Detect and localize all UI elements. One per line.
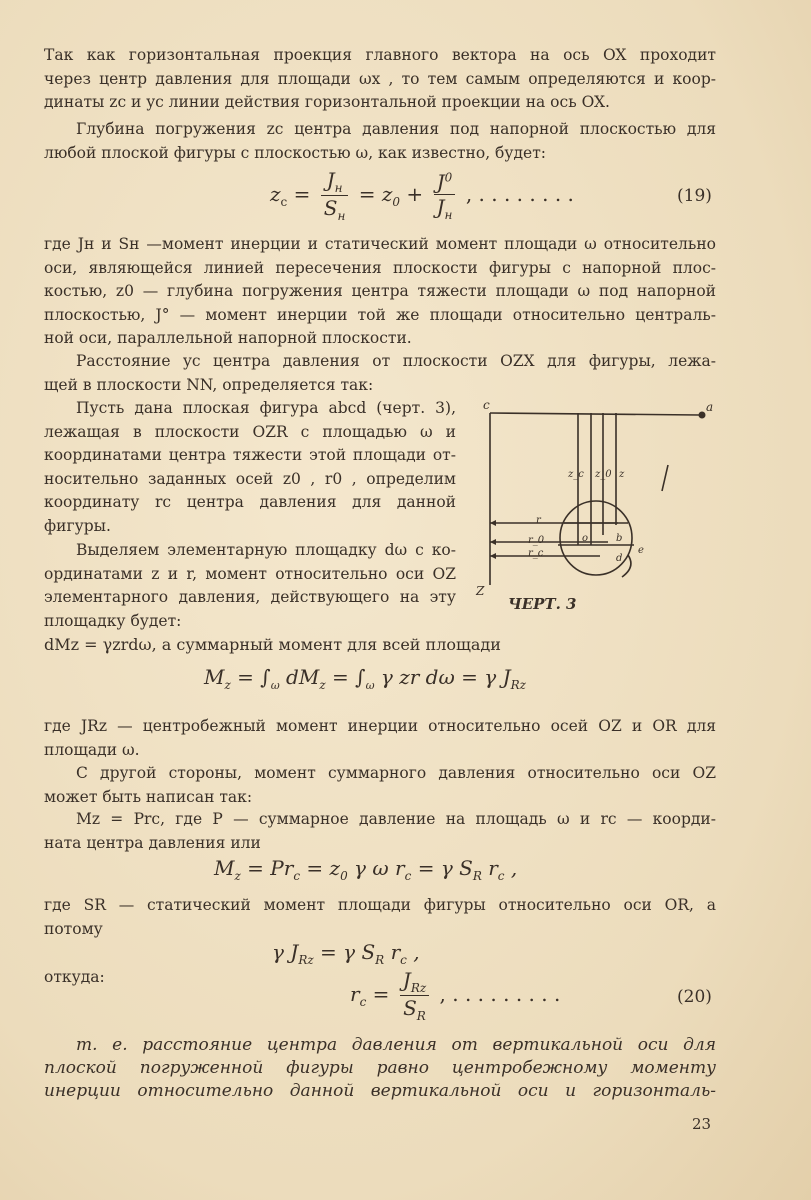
line: фигуры.: [44, 516, 111, 535]
line: Mz = Prc, где P — суммарное давление на площадь ω и rc — коорди-: [76, 810, 716, 828]
line: С другой стороны, момент суммарного давления относительно оси OZ: [76, 764, 716, 782]
line: площадку будет:: [44, 611, 182, 630]
line: щей в плоскости NN, определяется так:: [44, 375, 374, 394]
line: ной оси, параллельной напорной плоскости.: [44, 329, 412, 348]
paragraph-5: [44, 397, 456, 539]
figure-label: z_c: [568, 469, 584, 480]
line: Расстояние yc центра давления от плоскости OZX для фигуры, лежа-: [76, 352, 716, 370]
line: Выделяем элементарную площадку dω с ко-: [76, 541, 456, 559]
figure-label: r: [536, 515, 541, 526]
line: носительно заданных осей z0 , r0 , определим: [44, 469, 456, 488]
line: любой плоской фигуры с плоскостью ω, как известно, будет:: [44, 143, 547, 162]
figure-label: Z: [476, 584, 485, 598]
line: элементарного давления, действующего на эту: [44, 588, 456, 607]
line: где SR — статический момент площади фигуры относительно оси OR, а: [44, 896, 716, 914]
figure-label: c: [483, 398, 490, 412]
paragraph-8: [44, 762, 716, 809]
line: динаты zc и yc линии действия горизонтальной проекции на ось OX.: [44, 93, 610, 112]
equation-Mz: $M_z = \int_\omega$ $dM_z = \int_\omega$ γ zr dω = γ $J_{Rz}$: [204, 665, 526, 692]
equation-19: $z_c$ = $\frac{J_н}{S_н}$ = $z_0$ + $\frac{J^0}{J_н}$ , . . . . . . . .: [270, 168, 574, 223]
line: оси, являющейся линией пересечения плоскости фигуры с напорной плос-: [44, 258, 716, 277]
paragraph-4: [44, 350, 716, 397]
line: инерции относительно данной вертикальной оси и горизонталь-: [44, 1081, 716, 1101]
figure-label: d: [616, 553, 623, 564]
paragraph-11: [44, 1034, 716, 1103]
line: Глубина погружения zc центра давления под напорной плоскостью для: [76, 120, 716, 138]
figure-label: o: [582, 533, 589, 544]
line: плоскостью, J° — момент инерции той же площади относительно централь-: [44, 305, 716, 324]
paragraph-9: [44, 808, 716, 855]
line: dMz = γzrdω, а суммарный момент для всей площади: [44, 635, 501, 654]
line: через центр давления для площади ωx , то тем самым определяются и коор-: [44, 69, 716, 88]
line: где JRz — центробежный момент инерции относительно осей OZ и OR для: [44, 717, 716, 735]
equation-20: $r_c$ = $\frac{J_{Rz}}{S_R}$ , . . . . . . . . .: [350, 968, 561, 1023]
line: потому: [44, 919, 103, 938]
equation-20-number: (20): [677, 987, 712, 1007]
equation-Mz-2: $M_z = Pr_c = z_0$ γ ω $r_c = \gamma$ $S_R$ $r_c$ ,: [214, 856, 518, 883]
figure-label: b: [616, 533, 623, 544]
line: площади ω.: [44, 740, 140, 759]
line: откуда:: [44, 968, 105, 986]
line: Так как горизонтальная проекция главного вектора на ось OX проходит: [44, 46, 716, 64]
line: Пусть дана плоская фигура abcd (черт. 3),: [76, 399, 456, 417]
line: ординатами z и r, момент относительно оси OZ: [44, 564, 456, 583]
line: плоской погруженной фигуры равно центробежному моменту: [44, 1058, 716, 1078]
paragraph-1: [44, 44, 716, 115]
figure-3-diagram: [478, 395, 716, 625]
axis-r-line: [490, 413, 700, 415]
paragraph-2: [44, 118, 716, 165]
paragraph-3: [44, 233, 716, 351]
figure-label: r_c: [528, 548, 544, 559]
line: т. е. расстояние центра давления от вертикальной оси для: [76, 1035, 716, 1055]
paragraph-10: [44, 894, 716, 941]
figure-label: z_0: [595, 469, 612, 480]
line: может быть написан так:: [44, 787, 253, 806]
line: лежащая в плоскости OZR с площадью ω и: [44, 422, 456, 441]
paragraph-6: [44, 539, 456, 633]
line: где Jн и Sн —момент инерции и статический момент площади ω относительно: [44, 235, 716, 253]
equation-19-number: (19): [677, 186, 712, 206]
line-dMz: [44, 633, 716, 657]
page-number: 23: [692, 1115, 712, 1133]
line: координатами центра тяжести этой площади от-: [44, 446, 456, 465]
line: ната центра давления или: [44, 833, 261, 852]
line: костью, z0 — глубина погружения центра тяжести площади ω под напорной: [44, 282, 716, 301]
equation-JRz: γ $J_{Rz} = \gamma$ $S_R$ $r_c$ ,: [272, 940, 420, 967]
figure-label: z: [619, 469, 625, 480]
paragraph-7: [44, 715, 716, 762]
figure-label: a: [706, 400, 714, 414]
figure-label: e: [638, 545, 644, 556]
figure-label: r_0: [528, 535, 545, 546]
line: координату rc центра давления для данной: [44, 493, 456, 512]
figure-caption: ЧЕРТ. 3: [508, 595, 577, 613]
